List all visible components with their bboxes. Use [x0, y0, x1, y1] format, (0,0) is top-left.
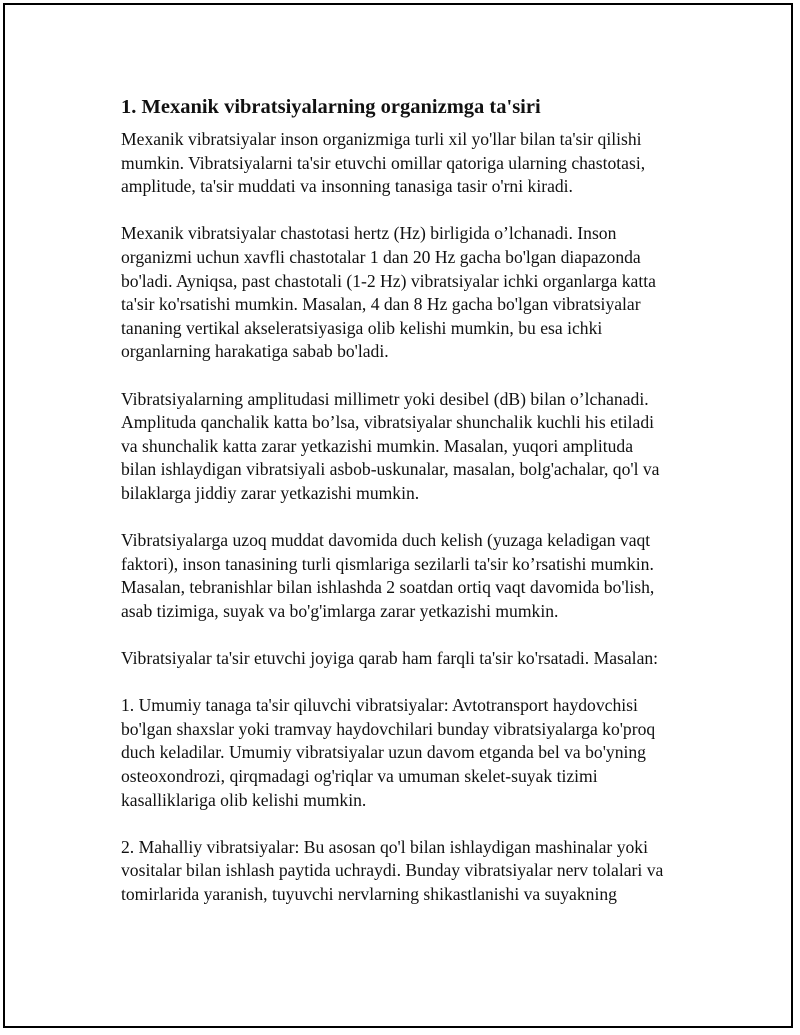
text-line: Masalan, tebranishlar bilan ishlashda 2 soatdan ortiq vaqt davomida bo'lish,	[121, 577, 655, 598]
text-line: 1. Umumiy tanaga ta'sir qiluvchi vibratsiyalar: Avtotransport haydovchisi	[121, 695, 638, 716]
paragraph	[121, 388, 711, 506]
text-line: duch keladilar. Umumiy vibratsiyalar uzun davom etganda bel va bo'yning	[121, 742, 646, 763]
page-frame	[3, 3, 793, 1028]
text-line: organlarning harakatiga sabab bo'ladi.	[121, 341, 389, 362]
text-line: Mexanik vibratsiyalar chastotasi hertz (Hz) birligida o’lchanadi. Inson	[121, 223, 617, 244]
text-line: amplitude, ta'sir muddati va insonning tanasiga tasir o'rni kiradi.	[121, 176, 573, 197]
text-line: bo'ladi. Ayniqsa, past chastotali (1-2 Hz) vibratsiyalar ichki organlarga katta	[121, 270, 656, 291]
paragraph	[121, 222, 711, 364]
text-line: asab tizimiga, suyak va bo'g'imlarga zarar yetkazishi mumkin.	[121, 600, 559, 621]
paragraph	[121, 836, 711, 907]
text-line: 2. Mahalliy vibratsiyalar: Bu asosan qo'l bilan ishlaydigan mashinalar yoki	[121, 836, 648, 857]
text-line: tomirlarida yaranish, tuyuvchi nervlarning shikastlanishi va suyakning	[121, 884, 617, 904]
text-line: vositalar bilan ishlash paytida uchraydi. Bunday vibratsiyalar nerv tolalari va	[121, 860, 664, 881]
text-line: bo'lgan shaxslar yoki tramvay haydovchilari bunday vibratsiyalarga ko'proq	[121, 718, 656, 739]
document-body	[121, 93, 711, 930]
text-line: Vibratsiyalar ta'sir etuvchi joyiga qarab ham farqli ta'sir ko'rsatadi. Masalan:	[121, 648, 659, 669]
text-line: tananing vertikal akseleratsiyasiga olib kelishi mumkin, bu esa ichki	[121, 317, 603, 338]
text-line: osteoxondrozi, qirqmadagi og'riqlar va umuman skelet-suyak tizimi	[121, 766, 598, 787]
text-line: Vibratsiyalarning amplitudasi millimetr yoki desibel (dB) bilan o’lchanadi.	[121, 388, 649, 409]
paragraph	[121, 647, 711, 671]
text-line: Vibratsiyalarga uzoq muddat davomida duch kelish (yuzaga keladigan vaqt	[121, 530, 651, 551]
text-line: kasalliklariga olib kelishi mumkin.	[121, 789, 367, 810]
paragraph	[121, 128, 711, 199]
text-line: faktori), inson tanasining turli qismlariga sezilarli ta'sir ko’rsatishi mumkin.	[121, 553, 654, 574]
text-line: bilan ishlaydigan vibratsiyali asbob-uskunalar, masalan, bolg'achalar, qo'l va	[121, 459, 660, 480]
text-line: organizmi uchun xavfli chastotalar 1 dan 20 Hz gacha bo'lgan diapazonda	[121, 246, 641, 267]
text-line: Amplituda qanchalik katta bo’lsa, vibratsiyalar shunchalik kuchli his etiladi	[121, 412, 655, 433]
paragraph	[121, 694, 711, 812]
text-line: bilaklarga jiddiy zarar yetkazishi mumkin.	[121, 482, 420, 503]
text-line: Mexanik vibratsiyalar inson organizmiga turli xil yo'llar bilan ta'sir qilishi	[121, 129, 642, 149]
text-line: ta'sir ko'rsatishi mumkin. Masalan, 4 dan 8 Hz gacha bo'lgan vibratsiyalar	[121, 294, 641, 315]
section-heading: 1. Mexanik vibratsiyalarning organizmga ta'siri	[121, 96, 541, 118]
paragraph-list	[121, 128, 711, 907]
paragraph	[121, 529, 711, 623]
text-line: mumkin. Vibratsiyalarni ta'sir etuvchi omillar qatoriga ularning chastotasi,	[121, 152, 646, 173]
text-line: va shunchalik katta zarar yetkazishi mumkin. Masalan, yuqori amplituda	[121, 435, 634, 456]
